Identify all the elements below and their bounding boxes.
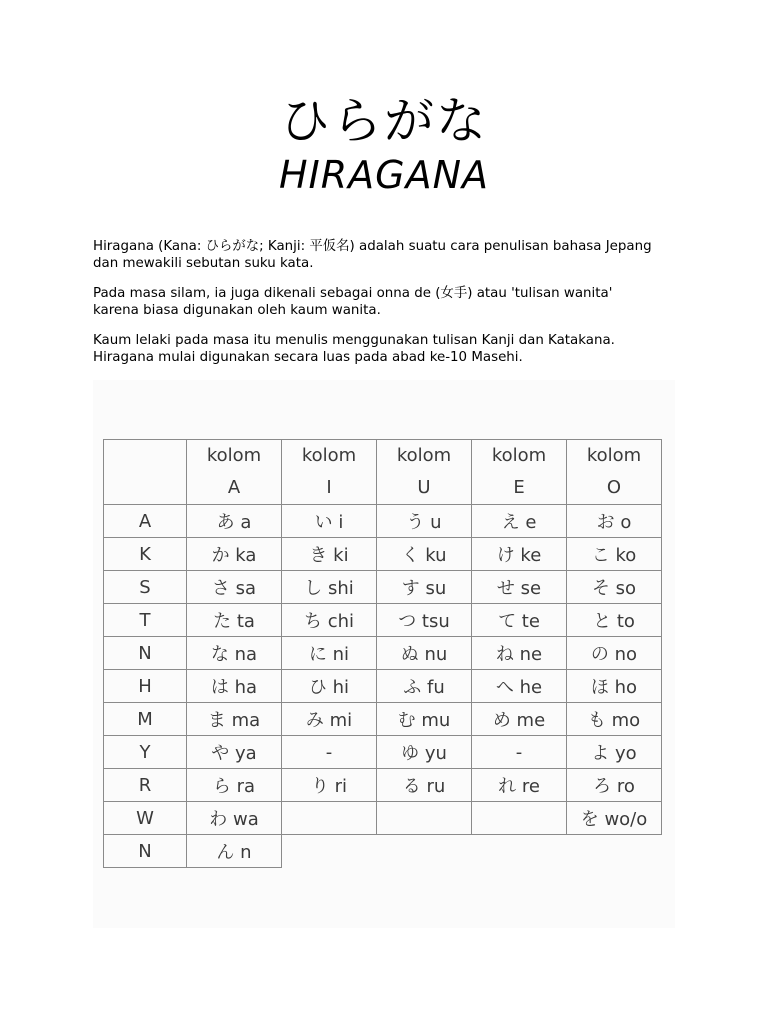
table-row <box>104 835 662 868</box>
column-header <box>187 440 282 505</box>
column-header-vowel: O <box>606 477 622 498</box>
column-header <box>282 440 377 505</box>
table-row <box>104 604 662 637</box>
row-consonant: H <box>104 670 187 703</box>
table-row <box>104 802 662 835</box>
kana-cell: さ sa <box>187 571 282 604</box>
blank-cell <box>567 835 662 868</box>
paragraph-intro <box>93 238 673 272</box>
kana-cell: り ri <box>282 769 377 802</box>
column-header-label: kolom <box>586 445 642 466</box>
table-row <box>104 538 662 571</box>
table-header-row <box>104 440 662 505</box>
paragraph-history <box>93 285 673 319</box>
kana-cell: - <box>282 736 377 769</box>
column-header-label: kolom <box>491 445 547 466</box>
kana-cell <box>472 802 567 835</box>
blank-cell <box>472 835 567 868</box>
column-header-vowel: U <box>417 477 431 498</box>
column-header-vowel: E <box>513 477 525 498</box>
row-consonant: R <box>104 769 187 802</box>
kana-cell: く ku <box>377 538 472 571</box>
table-row <box>104 637 662 670</box>
paragraph-line: Hiragana mulai digunakan secara luas pada abad ke-10 Masehi. <box>93 350 523 365</box>
kana-cell: ふ fu <box>377 670 472 703</box>
kana-cell: き ki <box>282 538 377 571</box>
kana-cell: て te <box>472 604 567 637</box>
hiragana-table <box>103 439 662 868</box>
hiragana-chart-image <box>93 380 675 928</box>
kana-cell: む mu <box>377 703 472 736</box>
kana-cell: え e <box>472 505 567 538</box>
column-header-vowel: I <box>326 477 332 498</box>
column-header <box>377 440 472 505</box>
kana-cell: ぬ nu <box>377 637 472 670</box>
column-header <box>472 440 567 505</box>
paragraph-line: Hiragana (Kana: ひらがな; Kanji: 平仮名) adalah suatu cara penulisan bahasa Jepang <box>93 239 652 254</box>
row-consonant: N <box>104 637 187 670</box>
row-consonant: K <box>104 538 187 571</box>
kana-cell: ま ma <box>187 703 282 736</box>
table-row <box>104 670 662 703</box>
blank-cell <box>377 835 472 868</box>
kana-cell: み mi <box>282 703 377 736</box>
row-consonant: W <box>104 802 187 835</box>
kana-cell: た ta <box>187 604 282 637</box>
kana-cell: を wo/o <box>567 802 662 835</box>
table-row <box>104 769 662 802</box>
paragraph-line: Kaum lelaki pada masa itu menulis menggunakan tulisan Kanji dan Katakana. <box>93 333 615 348</box>
paragraph-line: Pada masa silam, ia juga dikenali sebagai onna de (女手) atau 'tulisan wanita' <box>93 286 613 301</box>
kana-cell: め me <box>472 703 567 736</box>
kana-cell: ひ hi <box>282 670 377 703</box>
kana-cell: せ se <box>472 571 567 604</box>
kana-cell: わ wa <box>187 802 282 835</box>
kana-cell: な na <box>187 637 282 670</box>
table-row <box>104 505 662 538</box>
column-header-label: kolom <box>396 445 452 466</box>
row-consonant: T <box>104 604 187 637</box>
row-consonant: Y <box>104 736 187 769</box>
kana-cell: ほ ho <box>567 670 662 703</box>
kana-cell: ね ne <box>472 637 567 670</box>
paragraph-line: karena biasa digunakan oleh kaum wanita. <box>93 303 381 318</box>
title-japanese: ひらがな <box>280 92 488 150</box>
row-consonant: M <box>104 703 187 736</box>
kana-cell: ら ra <box>187 769 282 802</box>
kana-cell: も mo <box>567 703 662 736</box>
kana-cell: つ tsu <box>377 604 472 637</box>
kana-cell: へ he <box>472 670 567 703</box>
blank-cell <box>282 835 377 868</box>
column-header-label: kolom <box>206 445 262 466</box>
column-header-vowel: A <box>227 477 241 498</box>
kana-cell: お o <box>567 505 662 538</box>
kana-cell: - <box>472 736 567 769</box>
kana-cell: ゆ yu <box>377 736 472 769</box>
kana-cell: こ ko <box>567 538 662 571</box>
kana-cell <box>377 802 472 835</box>
paragraph-line: dan mewakili sebutan suku kata. <box>93 256 314 271</box>
kana-cell: と to <box>567 604 662 637</box>
kana-cell: け ke <box>472 538 567 571</box>
row-consonant: A <box>104 505 187 538</box>
kana-cell: は ha <box>187 670 282 703</box>
row-consonant: S <box>104 571 187 604</box>
kana-cell: れ re <box>472 769 567 802</box>
kana-cell: し shi <box>282 571 377 604</box>
kana-cell: ち chi <box>282 604 377 637</box>
table-corner-cell <box>104 440 187 505</box>
column-header <box>567 440 662 505</box>
column-header-label: kolom <box>301 445 357 466</box>
kana-cell: や ya <box>187 736 282 769</box>
paragraph-usage <box>93 332 673 366</box>
row-consonant: N <box>104 835 187 868</box>
kana-cell <box>282 802 377 835</box>
kana-cell: あ a <box>187 505 282 538</box>
kana-cell: に ni <box>282 637 377 670</box>
title-english: HIRAGANA <box>278 153 490 197</box>
kana-cell: ろ ro <box>567 769 662 802</box>
table-row <box>104 736 662 769</box>
kana-cell: ん n <box>187 835 282 868</box>
table-row <box>104 703 662 736</box>
kana-cell: よ yo <box>567 736 662 769</box>
table-row <box>104 571 662 604</box>
kana-cell: す su <box>377 571 472 604</box>
kana-cell: い i <box>282 505 377 538</box>
kana-cell: る ru <box>377 769 472 802</box>
kana-cell: の no <box>567 637 662 670</box>
kana-cell: う u <box>377 505 472 538</box>
kana-cell: そ so <box>567 571 662 604</box>
kana-cell: か ka <box>187 538 282 571</box>
